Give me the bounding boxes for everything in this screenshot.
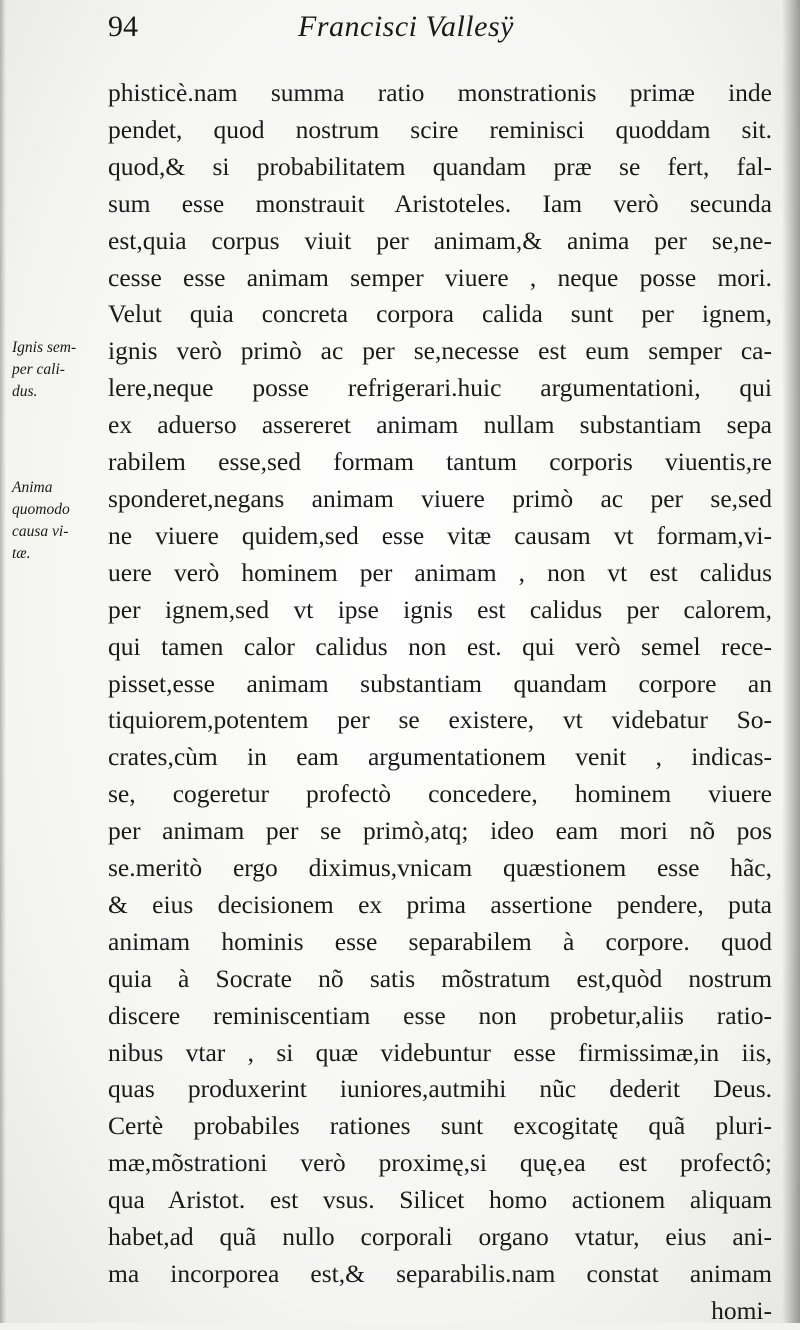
page-left-edge <box>0 0 6 1323</box>
text-line: crates,cùm in eam argumentationem venit , indicas- <box>108 742 772 772</box>
text-line: discere reminiscentiam esse non probetur,aliis ratio- <box>108 1000 772 1030</box>
text-line: & eius decisionem ex prima assertione pendere, puta <box>108 889 772 919</box>
margin-note-ignis <box>12 337 98 403</box>
text-line: per ignem,sed vt ipse ignis est calidus per calorem, <box>108 594 772 624</box>
text-line: ex aduerso assereret animam nullam substantiam sepa <box>108 410 772 440</box>
text-line: ignis verò primò ac per se,necesse est eum semper ca- <box>108 336 772 366</box>
text-line: tiquiorem,potentem per se existere, vt videbatur So- <box>108 705 772 735</box>
text-line: quia à Socrate nõ satis mõstratum est,quòd nostrum <box>108 963 772 993</box>
margin-note-line: Anima <box>12 479 53 496</box>
text-line: habet,ad quã nullo corporali organo vtatur, eius ani- <box>108 1222 772 1252</box>
text-line: est,quia corpus viuit per animam,& anima per se,ne- <box>108 225 772 255</box>
text-line: sum esse monstrauit Aristoteles. Iam verò secunda <box>108 188 772 218</box>
text-line: sponderet,negans animam viuere primò ac per se,sed <box>108 483 772 513</box>
text-line: cesse esse animam semper viuere , neque posse mori. <box>108 262 772 292</box>
margin-note-line: per cali- <box>12 361 65 378</box>
margin-note-line: dus. <box>12 383 38 400</box>
text-line: quod,& si probabilitatem quandam præ se fert, fal- <box>108 151 772 181</box>
body-text <box>108 75 772 1330</box>
margin-note-line: Ignis sem- <box>12 339 77 356</box>
text-line: se, cogeretur profectò concedere, hominem viuere <box>108 779 772 809</box>
text-line: uere verò hominem per animam , non vt est calidus <box>108 557 772 587</box>
text-line: quas produxerint iuniores,autmihi nũc dederit Deus. <box>108 1074 772 1104</box>
text-line: qui tamen calor calidus non est. qui verò semel rece- <box>108 631 772 661</box>
text-line: qua Aristot. est vsus. Silicet homo actionem aliquam <box>108 1185 772 1215</box>
text-line: Velut quia concreta corpora calida sunt per ignem, <box>108 299 772 329</box>
page-number: 94 <box>108 10 138 43</box>
text-line: Certè probabiles rationes sunt excogitatę quã pluri- <box>108 1111 772 1141</box>
text-line: per animam per se primò,atq; ideo eam mori nõ pos <box>108 816 772 846</box>
text-line: phisticè.nam summa ratio monstrationis primæ inde <box>108 78 772 107</box>
text-line: ma incorporea est,& separabilis.nam constat animam <box>108 1259 772 1288</box>
margin-note-line: tæ. <box>12 545 31 562</box>
page-header <box>108 10 770 50</box>
gutter-shadow <box>782 0 800 1323</box>
margin-note-anima <box>12 477 98 565</box>
text-line: lere,neque posse refrigerari.huic argumentationi, qui <box>108 373 772 403</box>
margin-note-line: causa vi- <box>12 523 69 540</box>
text-line: pisset,esse animam substantiam quandam corpore an <box>108 668 772 698</box>
running-head: Francisci Vallesÿ <box>298 10 514 43</box>
margin-note-line: quomodo <box>12 501 70 518</box>
text-line: rabilem esse,sed formam tantum corporis viuentis,re <box>108 447 772 477</box>
text-line: ne viuere quidem,sed esse vitæ causam vt formam,vi- <box>108 520 772 550</box>
text-line: se.meritò ergo diximus,vnicam quæstionem esse hãc, <box>108 853 772 883</box>
text-line: mæ,mõstrationi verò proximę,si quę,ea est profectô; <box>108 1148 772 1178</box>
text-line: animam hominis esse separabilem à corpore. quod <box>108 926 772 956</box>
text-line: pendet, quod nostrum scire reminisci quoddam sit. <box>108 114 772 144</box>
text-line: homi- <box>711 1295 772 1325</box>
text-line: nibus vtar , si quæ videbuntur esse firmissimæ,in iis, <box>108 1037 772 1067</box>
